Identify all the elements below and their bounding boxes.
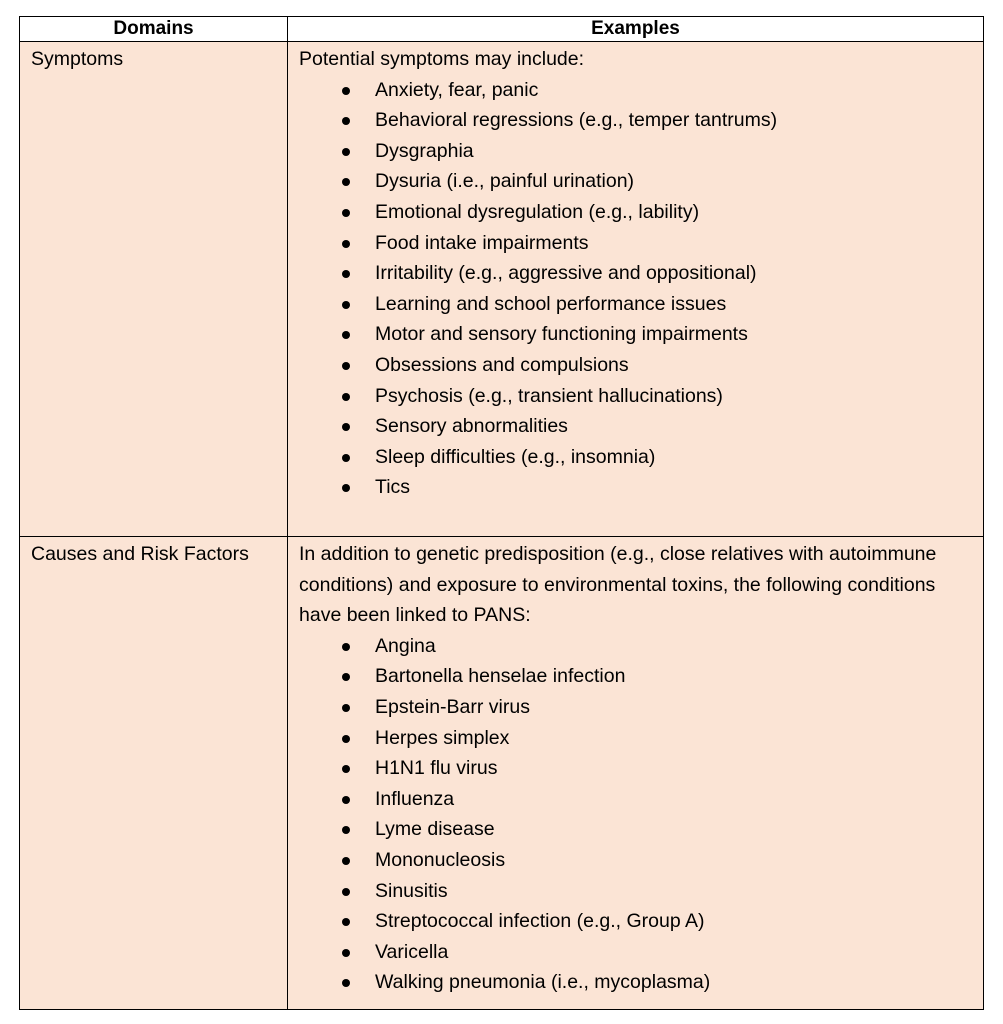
list-item [342, 692, 973, 723]
list-item-text: Food intake impairments [375, 231, 589, 254]
list-item [342, 723, 973, 754]
header-domains: Domains [20, 17, 288, 42]
list-item [342, 228, 973, 259]
list-item-text: Bartonella henselae infection [375, 665, 626, 688]
symptoms-list [299, 75, 973, 503]
bullet-icon [342, 301, 350, 309]
list-item-text: Obsessions and compulsions [375, 353, 629, 376]
list-item-text: Herpes simplex [375, 726, 510, 749]
bullet-icon [342, 949, 350, 957]
list-item-text: Emotional dysregulation (e.g., lability) [375, 200, 700, 223]
list-item-text: Sensory abnormalities [375, 415, 568, 438]
list-item-text: Mononucleosis [375, 848, 506, 871]
bullet-icon [342, 240, 350, 248]
bullet-icon [342, 643, 350, 651]
list-item [342, 197, 973, 228]
bullet-icon [342, 888, 350, 896]
list-item [342, 967, 973, 998]
bullet-icon [342, 454, 350, 462]
list-item [342, 814, 973, 845]
list-item-text: Streptococcal infection (e.g., Group A) [375, 910, 705, 933]
list-item [342, 631, 973, 662]
list-item-text: Tics [375, 476, 411, 499]
list-item [342, 319, 973, 350]
bullet-icon [342, 735, 350, 743]
bullet-icon [342, 423, 350, 431]
list-item-text: Anxiety, fear, panic [375, 78, 539, 101]
list-item [342, 876, 973, 907]
list-item-text: Sleep difficulties (e.g., insomnia) [375, 445, 656, 468]
list-item [342, 105, 973, 136]
examples-cell-symptoms [288, 42, 984, 537]
domain-label: Causes and Risk Factors [31, 543, 249, 565]
bullet-icon [342, 393, 350, 401]
bullet-icon [342, 704, 350, 712]
list-item [342, 661, 973, 692]
causes-list [299, 631, 973, 998]
list-item [342, 442, 973, 473]
bullet-icon [342, 979, 350, 987]
table-header-row [20, 17, 984, 42]
list-item-text: Sinusitis [375, 879, 448, 902]
list-item-text: Epstein-Barr virus [375, 695, 530, 718]
bullet-icon [342, 484, 350, 492]
table-row-symptoms [20, 42, 984, 537]
list-item-text: Dysgraphia [375, 139, 474, 162]
list-item-text: Lyme disease [375, 818, 495, 841]
list-item-text: Walking pneumonia (i.e., mycoplasma) [375, 971, 711, 994]
list-item [342, 166, 973, 197]
list-item-text: Motor and sensory functioning impairments [375, 323, 748, 346]
bullet-icon [342, 87, 350, 95]
list-item [342, 289, 973, 320]
table-row-causes [20, 537, 984, 1010]
examples-intro: In addition to genetic predisposition (e.g., close relatives with autoimmune conditions) and exposure to environmental toxins, the following conditions have been linked to PANS: [299, 543, 937, 627]
list-item [342, 472, 973, 503]
bullet-icon [342, 270, 350, 278]
list-item-text: Psychosis (e.g., transient hallucinations) [375, 384, 723, 407]
examples-intro: Potential symptoms may include: [299, 48, 585, 70]
bullet-icon [342, 362, 350, 370]
list-item-text: Behavioral regressions (e.g., temper tantrums) [375, 109, 778, 132]
list-item-text: Dysuria (i.e., painful urination) [375, 170, 635, 193]
list-item [342, 784, 973, 815]
list-item [342, 136, 973, 167]
list-item [342, 350, 973, 381]
list-item-text: Irritability (e.g., aggressive and oppositional) [375, 262, 757, 285]
bullet-icon [342, 918, 350, 926]
domain-cell-causes [20, 537, 288, 1010]
domain-label: Symptoms [31, 48, 124, 70]
bullet-icon [342, 673, 350, 681]
list-item [342, 906, 973, 937]
list-item-text: Influenza [375, 787, 455, 810]
list-item-text: Varicella [375, 940, 449, 963]
bullet-icon [342, 765, 350, 773]
bullet-icon [342, 209, 350, 217]
bullet-icon [342, 331, 350, 339]
bullet-icon [342, 796, 350, 804]
bullet-icon [342, 857, 350, 865]
bullet-icon [342, 826, 350, 834]
header-examples: Examples [288, 17, 984, 42]
list-item-text: H1N1 flu virus [375, 757, 498, 780]
bullet-icon [342, 178, 350, 186]
list-item [342, 753, 973, 784]
list-item [342, 75, 973, 106]
examples-cell-causes [288, 537, 984, 1010]
domain-cell-symptoms [20, 42, 288, 537]
bullet-icon [342, 117, 350, 125]
list-item [342, 381, 973, 412]
list-item-text: Learning and school performance issues [375, 292, 727, 315]
list-item [342, 845, 973, 876]
list-item [342, 937, 973, 968]
list-item [342, 411, 973, 442]
domains-examples-table [19, 16, 984, 1010]
list-item [342, 258, 973, 289]
bullet-icon [342, 148, 350, 156]
list-item-text: Angina [375, 634, 436, 657]
